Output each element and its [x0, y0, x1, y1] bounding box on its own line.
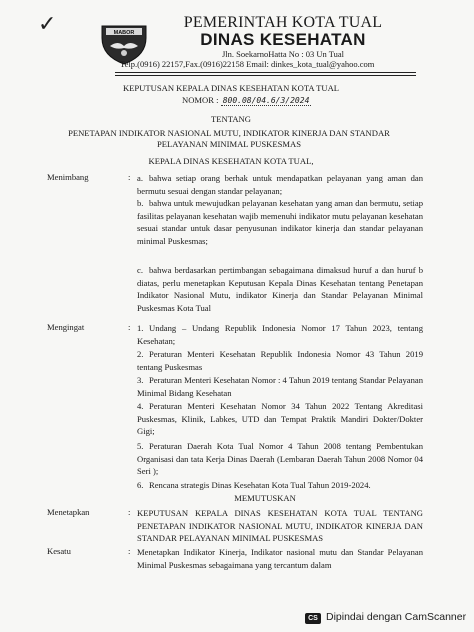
scanner-watermark-text: Dipindai dengan CamScanner — [326, 611, 467, 623]
item-text: Peraturan Menteri Kesehatan Republik Indonesia Nomor 43 Tahun 2019 tentang Puskesmas — [137, 349, 423, 372]
item-marker: 2. — [137, 349, 144, 359]
kesatu-colon: : — [128, 546, 131, 556]
menetapkan-text: KEPUTUSAN KEPALA DINAS KESEHATAN KOTA TUAL TENTANG PENETAPAN INDIKATOR NASIONAL MUTU, INDIKATOR KINERJA DAN STANDAR PELAYANAN MINIMAL PUSKESMAS — [137, 508, 423, 543]
mengingat-item — [137, 400, 423, 438]
memutuskan-heading: MEMUTUSKAN — [234, 493, 296, 503]
item-text: Peraturan Daerah Kota Tual Nomor 4 Tahun 2008 tentang Pembentukan Organisasi dan tata Kerja Dinas Daerah (Lembaran Daerah Tahun 2008 Nomor 04 Seri ); — [137, 441, 423, 476]
item-text: Peraturan Menteri Kesehatan Nomor : 4 Tahun 2019 tentang Standar Pelayanan Minimal Bidang Kesehatan — [137, 375, 423, 398]
decree-number — [182, 95, 311, 105]
item-text: bahwa berdasarkan pertimbangan sebagaimana dimaksud huruf a dan huruf b diatas, perlu menetapkan Keputusan Kepala Dinas Kesehatan tentang Penetapan Indikator Nasional Mutu, indikator Kinerja dan Standar Pelayanan Minimal Puskesmas Kota Tual — [137, 265, 423, 313]
mengingat-item — [137, 440, 423, 478]
mengingat-colon: : — [128, 322, 131, 332]
menimbang-item — [137, 172, 423, 197]
checkmark-icon: ✓ — [38, 12, 57, 37]
mengingat-label: Mengingat — [47, 322, 85, 332]
item-marker: 6. — [137, 480, 144, 490]
item-marker: 4. — [137, 401, 144, 411]
issuer-line: KEPALA DINAS KESEHATAN KOTA TUAL, — [148, 156, 314, 166]
tentang-heading: TENTANG — [211, 114, 251, 124]
item-marker: c. — [137, 265, 143, 275]
mengingat-item — [137, 374, 423, 399]
item-marker: a. — [137, 173, 143, 183]
nomor-value: 800.08/04.6/3/2024 — [222, 96, 310, 105]
item-marker: 3. — [137, 375, 144, 385]
menetapkan-label: Menetapkan — [47, 507, 90, 517]
item-text: bahwa untuk mewujudkan pelayanan kesehatan yang aman dan bermutu, setiap fasilitas pelayanan kesehatan wajib memenuhi indikator mutu pelayanan kesehatan sesuai standar untuk dasar penyusunan indikator kinerja dan standar pelayanan minimal Puskesmas; — [137, 198, 423, 246]
letterhead-rule-thin — [115, 75, 416, 76]
menimbang-label: Menimbang — [47, 172, 89, 182]
department-name: DINAS KESEHATAN — [200, 30, 366, 49]
item-marker: 1. — [137, 323, 144, 333]
letterhead-rule-thick — [115, 72, 416, 73]
subject-line-2: PELAYANAN MINIMAL PUSKESMAS — [156, 139, 302, 149]
emblem-text: MABOR — [113, 30, 135, 36]
item-marker: 5. — [137, 441, 144, 451]
government-name: PEMERINTAH KOTA TUAL — [183, 14, 383, 31]
item-text: Peraturan Menteri Kesehatan Nomor 34 Tahun 2022 Tentang Akreditasi Puskesmas, Klinik, Labkes, UTD dan Tempat Praktik Mandiri Dokter/Dokter Gigi; — [137, 401, 423, 436]
kesatu-text: Menetapkan Indikator Kinerja, Indikator nasional mutu dan Standar Pelayanan Minimal Puskesmas sebagaimana yang tercantum dalam — [137, 547, 423, 570]
menimbang-item — [137, 264, 423, 314]
item-text: Rencana strategis Dinas Kesehatan Kota Tual Tahun 2019-2024. — [149, 480, 371, 490]
subject-line-1: PENETAPAN INDIKATOR NASIONAL MUTU, INDIKATOR KINERJA DAN STANDAR — [68, 128, 390, 138]
mengingat-item — [137, 479, 423, 492]
mengingat-item — [137, 348, 423, 373]
office-address: Jln. SoekarnoHatta No : 03 Un Tual — [221, 49, 345, 59]
item-text: Undang – Undang Republik Indonesia Nomor 17 Tahun 2023, tentang Kesehatan; — [137, 323, 423, 346]
item-text: bahwa setiap orang berhak untuk mendapatkan pelayanan yang aman dan bermutu sesuai dengan standar pelayanan; — [137, 173, 423, 196]
menetapkan-colon: : — [128, 507, 131, 517]
kesatu-label: Kesatu — [47, 546, 71, 556]
menimbang-colon: : — [128, 172, 131, 182]
nomor-label: NOMOR : — [182, 95, 219, 105]
camscanner-logo-icon: CS — [305, 613, 321, 624]
mengingat-item — [137, 322, 423, 347]
menimbang-item — [137, 197, 423, 247]
item-marker: b. — [137, 198, 144, 208]
decree-title: KEPUTUSAN KEPALA DINAS KESEHATAN KOTA TUAL — [122, 83, 340, 93]
office-contact: Telp.(0916) 22157,Fax.(0916)22158 Email: dinkes_kota_tual@yahoo.com — [120, 59, 375, 69]
